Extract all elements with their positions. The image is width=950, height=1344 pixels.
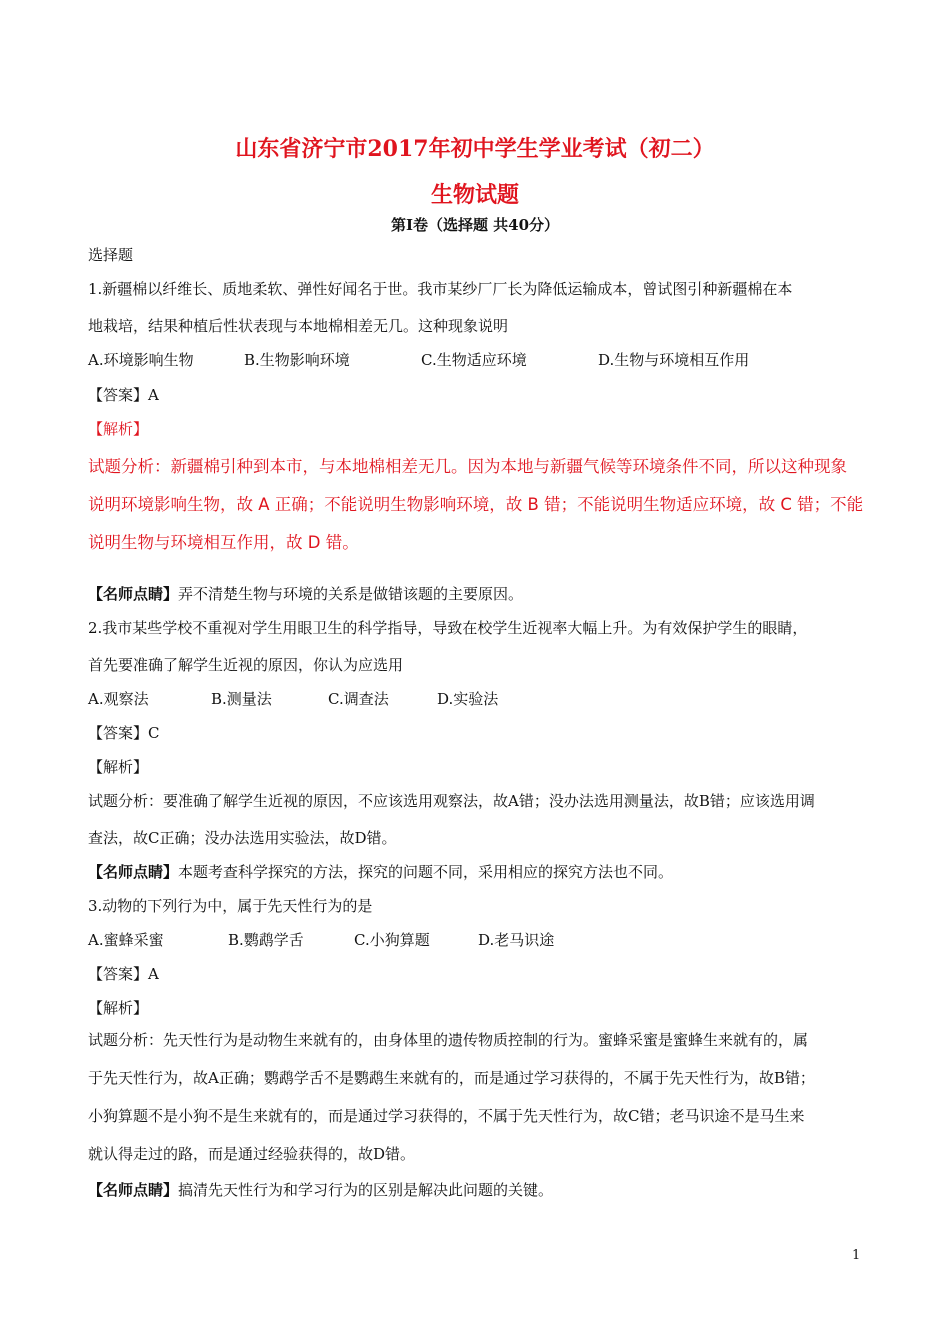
q1-analysis-line3: 说明生物与环境相互作用，故 D 错。 [88,533,359,552]
q3-answer: 【答案】A [88,965,159,983]
q3-tip-label: 【名师点睛】 [88,1181,179,1199]
q1-option-d: D.生物与环境相互作用 [598,351,750,369]
q1-tip [88,584,523,604]
q1-analysis-line2: 说明环境影响生物，故 A 正确；不能说明生物影响环境，故 B 错；不能说明生物适应环境，故 C 错；不能 [88,495,864,514]
q3-analysis-line2: 于先天性行为，故A正确；鹦鹉学舌不是鹦鹉生来就有的，而是通过学习获得的，不属于先天性行为，故B错； [88,1069,815,1087]
q3-option-b: B.鹦鹉学舌 [228,931,304,949]
q3-tip-text: 搞清先天性行为和学习行为的区别是解决此问题的关键。 [178,1181,554,1199]
q1-stem-line2: 地栽培，结果种植后性状表现与本地棉相差无几。这种现象说明 [88,317,509,335]
q1-stem-line1: 1.新疆棉以纤维长、质地柔软、弹性好闻名于世。我市某纱厂厂长为降低运输成本，曾试图引种新疆棉在本 [88,280,793,298]
q2-tip [88,862,673,882]
q2-option-d: D.实验法 [437,690,499,708]
q3-analysis-label: 【解析】 [88,999,149,1017]
q3-option-d: D.老马识途 [478,931,555,949]
q2-analysis-line1: 试题分析：要准确了解学生近视的原因，不应该选用观察法，故A错；没办法选用测量法，故B错；应该选用调 [88,792,815,810]
q1-tip-label: 【名师点睛】 [88,585,179,603]
q1-analysis-label: 【解析】 [88,420,149,438]
q2-option-a: A.观察法 [88,690,149,708]
q2-option-c: C.调查法 [328,690,389,708]
q2-stem-line2: 首先要准确了解学生近视的原因，你认为应选用 [88,656,404,674]
q3-option-a: A.蜜蜂采蜜 [88,931,164,949]
q2-stem-line1: 2.我市某些学校不重视对学生用眼卫生的科学指导，导致在校学生近视率大幅上升。为有效保护学生的眼睛， [88,619,808,637]
q2-tip-text: 本题考查科学探究的方法，探究的问题不同，采用相应的探究方法也不同。 [178,863,674,881]
q1-answer: 【答案】A [88,386,159,404]
subject-title: 生物试题 [430,182,519,208]
q1-analysis-line1: 试题分析：新疆棉引种到本市，与本地棉相差无几。因为本地与新疆气候等环境条件不同，所以这种现象 [88,457,847,476]
q3-options [88,930,608,950]
q1-option-b: B.生物影响环境 [244,351,350,369]
q2-analysis-label: 【解析】 [88,758,149,776]
q3-analysis-line3: 小狗算题不是小狗不是生来就有的，而是通过学习获得的，不属于先天性行为，故C错；老马识途不是马生来 [88,1107,805,1125]
q2-analysis-line2: 查法，故C正确；没办法选用实验法，故D错。 [88,829,397,847]
q1-option-c: C.生物适应环境 [421,351,527,369]
q3-analysis-line4: 就认得走过的路，而是通过经验获得的，故D错。 [88,1145,416,1163]
q3-option-c: C.小狗算题 [354,931,430,949]
q1-options [88,350,868,370]
q2-answer: 【答案】C [88,724,160,742]
q2-options [88,689,588,709]
q2-tip-label: 【名师点睛】 [88,863,179,881]
section-heading: 第Ⅰ卷（选择题 共40分） [390,216,560,234]
q2-option-b: B.测量法 [211,690,272,708]
q3-analysis-line1: 试题分析：先天性行为是动物生来就有的，由身体里的遗传物质控制的行为。蜜蜂采蜜是蜜蜂生来就有的，属 [88,1031,809,1049]
q1-tip-text: 弄不清楚生物与环境的关系是做错该题的主要原因。 [178,585,524,603]
exam-title: 山东省济宁市2017年初中学生学业考试（初二） [235,136,715,162]
section-label: 选择题 [88,246,134,264]
q3-stem-line1: 3.动物的下列行为中，属于先天性行为的是 [88,897,373,915]
page-number: 1 [852,1248,861,1263]
q1-option-a: A.环境影响生物 [88,351,194,369]
q3-tip [88,1180,553,1200]
